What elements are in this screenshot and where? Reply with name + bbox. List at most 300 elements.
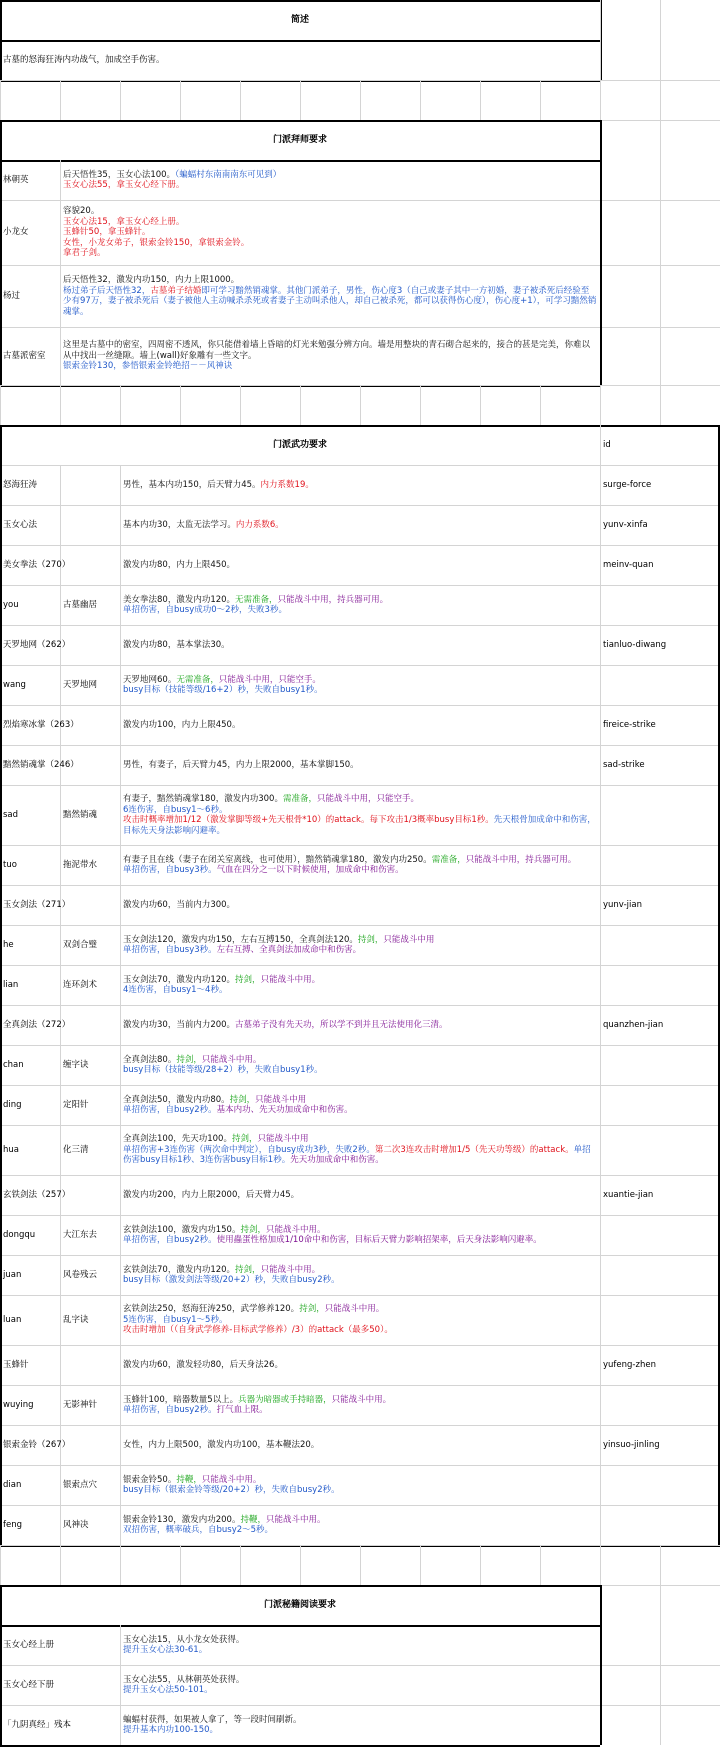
text-line [123,1715,597,1726]
skill-req-15 [120,1085,600,1125]
skill-id-21 [600,1345,720,1385]
perform-id: you [3,599,19,610]
perform-id-19 [0,1255,60,1295]
perform-id: dian [3,1479,22,1490]
skill-req-11 [120,925,600,965]
skill-req-14 [120,1045,600,1085]
skill-req-16 [120,1125,600,1175]
text-run: 左右互搏、全真剑法加成命中和伤害。 [216,945,362,955]
skill-name-23 [0,1425,120,1465]
text-run: 单招伤害busy目标1秒、3连伤害busy目标1秒。 [123,1144,591,1166]
text-run: busy目标（银索金铃等级/20+2）秒，失败自busy2秒。 [123,1485,340,1495]
skill-name-21 [0,1345,120,1385]
skill-id-0 [600,465,720,505]
skill-id-17 [600,1175,720,1215]
grid-line [600,0,601,80]
text-line [123,1134,597,1145]
book-name: 玉女心经下册 [3,1679,55,1690]
book-req-1 [120,1665,600,1705]
text-run: 全真剑法100，先天功100。 [123,1134,232,1145]
grid-line [180,1545,181,1585]
text-run: 古墓弟子结婚 [150,285,202,296]
skill-name: 全真剑法（272） [3,1019,71,1030]
text-line [123,1055,597,1066]
text-run: 只能战斗中用。 [324,1304,385,1315]
skill-id-6 [600,705,720,745]
perform-id-8 [0,785,60,845]
perform-name: 大江东去 [63,1229,98,1240]
text-line [123,595,597,606]
grid-line [600,1505,601,1545]
perform-id: hua [3,1144,19,1155]
perform-name-14 [60,1045,120,1085]
grid-line [600,585,601,625]
grid-line [600,1045,601,1085]
perform-id: wang [3,679,26,690]
book-name-2 [0,1705,120,1745]
text-line [123,675,597,686]
grid-line [600,160,602,200]
perform-name-9 [60,845,120,885]
text-line [63,180,597,191]
skill-req-25 [120,1505,600,1545]
skill-req-12 [120,965,600,1005]
book-req-0 [120,1625,600,1665]
grid-line [660,1545,661,1585]
text-run: 全真剑法50，激发内功80。 [123,1094,230,1105]
text-run: 攻击时增加（（自身武学修养-目标武学修养）/3）的attack（最多50）。 [123,1325,393,1336]
master-header-title: 门派拜师要求 [272,134,327,145]
skill-id: tianluo-diwang [603,639,667,650]
text-run: 玉女心法55，从林朝英处获得。 [123,1674,245,1685]
text-line [123,1095,597,1106]
summary-title: 简述 [290,14,309,25]
grid-line [600,1465,601,1505]
grid-line [600,200,602,265]
grid-line [660,265,661,327]
perform-id-12 [0,965,60,1005]
text-run: busy目标（技能等级/28+2）秒，失败自busy1秒。 [123,1065,323,1075]
text-run: 只能战斗中用，持兵器可用。 [277,594,389,605]
text-line [123,935,597,946]
text-run: 只能战斗中用 [383,934,435,945]
perform-name: 天罗地网 [63,679,98,690]
text-run: 蝙蝠村获得，如果被人拿了，等一段时间刷新。 [123,1714,302,1725]
perform-name-5 [60,665,120,705]
text-run: 玉女心法15，拿玉女心经上册。 [63,216,185,227]
grid-line [600,1085,601,1125]
perform-name-15 [60,1085,120,1125]
skill-req-22 [120,1385,600,1425]
grid-line [300,385,301,425]
skill-id-23 [600,1425,720,1465]
text-line [63,217,597,228]
text-run: 单招伤害，自busy成功0～2秒，失败3秒。 [123,605,287,615]
perform-id: tuo [3,859,17,870]
grid-line [300,1545,301,1585]
text-run: 只能战斗中用 [257,1134,309,1145]
grid-line [240,1545,241,1585]
perform-name-8 [60,785,120,845]
text-run: 6连伤害，自busy1～6秒。 [123,804,228,815]
text-line [123,560,597,571]
perform-name-20 [60,1295,120,1345]
skill-req-7 [120,745,600,785]
text-run: 激发内功100，内力上限450。 [123,719,241,730]
skill-id-4 [600,625,720,665]
grid-line [360,80,361,120]
text-run: 只能战斗中用 [255,1094,307,1105]
master-name-0 [0,160,60,200]
text-run: 单招伤害，自busy2秒。 [123,1405,217,1415]
text-run: 只能战斗中用。 [265,1224,326,1235]
grid-line [660,160,661,200]
master-name: 小龙女 [3,227,29,238]
text-run: 内力系数6。 [235,519,284,530]
grid-line [660,1665,661,1705]
perform-name: 化三清 [63,1144,89,1155]
perform-name: 古墓幽居 [63,599,98,610]
text-run: 只能战斗中用。 [201,1474,262,1485]
text-run: 古墓弟子没有先天功，所以学不到并且无法使用化三清。 [235,1019,448,1030]
text-line [123,1145,597,1166]
text-line [123,900,597,911]
perform-name-16 [60,1125,120,1175]
text-run: 这里是古墓中的密室，四周密不透风，你只能借着墙上昏暗的灯光来勉强分辨方向。墙是用整块的青石砌合起来的，接合的甚是完美，你难以从中找出一丝缝隙。墙上(wall)好象雕有一些文字。 [63,340,591,361]
text-line [123,1645,597,1656]
perform-id: feng [3,1519,23,1530]
text-line [63,227,597,238]
text-run: 美女拳法80，激发内功120。 [123,594,236,605]
master-req-3 [60,327,600,385]
skill-name-1 [0,505,120,545]
book-name: 玉女心经上册 [3,1639,55,1650]
book-req-2 [120,1705,600,1745]
text-run: 后天悟性32，激发内功150，内力上限1000。 [63,275,240,285]
skill-id-2 [600,545,720,585]
grid-line [360,385,361,425]
summary-header [0,0,600,40]
text-line [123,1235,597,1246]
text-run: 杨过弟子后天悟性32， [63,285,151,296]
text-run: 只能战斗中用，只能空手。 [316,794,419,804]
text-line [123,605,597,616]
text-run: 单招伤害，自busy2秒。 [123,1105,217,1115]
grid-line [420,385,421,425]
text-line [63,170,597,181]
text-run: 单招伤害+3连伤害（两次命中判定），自busy成功3秒，失败2秒。 [123,1144,375,1155]
grid-line [600,385,601,425]
skill-req-10 [120,885,600,925]
text-run: 无需准备， [176,674,219,685]
grid-line [120,385,121,425]
id-header: id [603,439,611,450]
text-line [123,985,597,996]
text-line [123,1190,597,1201]
text-run: 激发内功80，内力上限450。 [123,559,236,570]
text-run: 玉女心法15，从小龙女处获得。 [123,1634,245,1645]
grid-line [600,1255,601,1295]
grid-line [660,120,661,160]
skill-req-5 [120,665,600,705]
text-run: 打气血上限。 [216,1405,268,1415]
skill-name: 美女拳法（270） [3,559,71,570]
text-line [63,206,597,217]
text-run: 气血在四分之一以下时候使用，加成命中和伤害。 [216,865,404,875]
perform-id-14 [0,1045,60,1085]
text-line [123,855,597,866]
text-line [123,805,597,816]
grid-line [180,385,181,425]
grid-line [0,80,1,120]
grid-line [660,1585,661,1625]
text-run: 先天根骨加成命中和伤害，目标先天身法影响闪避率。 [123,815,596,836]
perform-name-19 [60,1255,120,1295]
perform-name: 乱字诀 [63,1314,89,1325]
skill-id-13 [600,1005,720,1045]
text-line [123,1105,597,1116]
text-run: 全真剑法80。 [123,1054,177,1065]
text-line [123,1325,597,1336]
skill-id: surge-force [603,479,652,490]
summary-text: 古墓的怒海狂涛内功战气，加成空手伤害。 [3,54,165,65]
text-run: 4连伤害，自busy1～4秒。 [123,985,228,995]
perform-id-24 [0,1465,60,1505]
skill-req-0 [120,465,600,505]
text-run: 只能战斗中用，持兵器可用。 [465,854,577,865]
grid-line [360,1545,361,1585]
text-run: 提升玉女心法50-101。 [123,1685,213,1695]
text-run: 有妻子，黯然销魂掌180，激发内功300。 [123,794,283,804]
skill-name: 玉蜂针 [3,1359,29,1370]
text-run: 玉女剑法120，激发内功150，左右互搏150，全真剑法120。 [123,934,358,945]
skill-req-23 [120,1425,600,1465]
text-run: 持鞭， [240,1514,266,1525]
skill-name: 天罗地网（262） [3,639,71,650]
perform-id-5 [0,665,60,705]
text-run: 基本内功30，太监无法学习。 [123,519,236,530]
grid-line [600,1215,601,1255]
perform-name-18 [60,1215,120,1255]
perform-id-20 [0,1295,60,1345]
text-run: 男性，有妻子，后天臂力45，内力上限2000，基本掌脚150。 [123,759,359,770]
perform-id: dongqu [3,1229,36,1240]
perform-id-22 [0,1385,60,1425]
perform-name-25 [60,1505,120,1545]
skill-name: 玉女剑法（271） [3,899,71,910]
skill-id-10 [600,885,720,925]
master-name-1 [0,200,60,265]
skill-name-0 [0,465,120,505]
martial-id-header [600,425,720,465]
book-name: 「九阴真经」残本 [3,1719,72,1730]
skill-name-10 [0,885,120,925]
master-req-2 [60,265,600,327]
skill-id: sad-strike [603,759,645,770]
text-line [123,1485,597,1496]
skill-name: 银索金铃（267） [3,1439,71,1450]
text-line [123,1675,597,1686]
text-run: 无需准备， [235,594,278,605]
text-run: 只能战斗中用，只能空手。 [218,674,321,685]
text-line [123,1315,597,1326]
text-run: 需准备， [431,854,466,865]
grid-line [600,845,601,885]
skill-name: 黯然销魂掌（246） [3,759,79,770]
perform-name-24 [60,1465,120,1505]
skill-id: quanzhen-jian [603,1019,664,1030]
perform-id-9 [0,845,60,885]
grid-line [600,665,601,705]
text-run: 单招伤害，自busy2秒。 [123,1235,217,1245]
perform-id-11 [0,925,60,965]
text-run: 玉女剑法70，激发内功120。 [123,974,236,985]
grid-line [180,80,181,120]
skill-req-4 [120,625,600,665]
text-run: 持剑， [235,974,261,985]
text-line [123,1275,597,1286]
text-run: 基本内功、先天功加成命中和伤害。 [216,1105,353,1115]
perform-id: he [3,939,14,950]
perform-id: lian [3,979,19,990]
perform-name-22 [60,1385,120,1425]
text-run: 容貌20。 [63,206,100,217]
text-run: 玉蜂针50，拿玉蜂针。 [63,227,151,238]
perform-id: ding [3,1099,22,1110]
perform-id: wuying [3,1399,34,1410]
text-line [123,1440,597,1451]
text-line [123,1725,597,1736]
skill-req-3 [120,585,600,625]
skill-id: fireice-strike [603,719,656,730]
text-run: 提升基本内功100-150。 [123,1725,219,1735]
grid-line [540,1545,541,1585]
text-run: 5连伤害，自busy1～5秒。 [123,1314,228,1325]
text-run: 后天悟性35，玉女心法100。 [63,169,176,180]
perform-id: luan [3,1314,22,1325]
text-run: 激发内功200，内力上限2000，后天臂力45。 [123,1189,300,1200]
text-run: 激发内功60，当前内力300。 [123,899,236,910]
grid-line [120,80,121,120]
text-run: 只能战斗中用。 [260,974,321,985]
skill-id: yufeng-zhen [603,1359,656,1370]
text-line [123,1304,597,1315]
grid-line [600,80,601,120]
text-line [123,1265,597,1276]
text-run: 玉蜂针100，暗器数量5以上。 [123,1394,239,1405]
skill-req-20 [120,1295,600,1345]
perform-id: sad [3,809,19,820]
perform-name: 风神决 [63,1519,89,1530]
text-line [123,640,597,651]
text-run: 有妻子且在线（妻子在闭关室离线，也可使用），黯然销魂掌180，激发内功250。 [123,854,432,865]
skill-name-2 [0,545,120,585]
grid-line [300,80,301,120]
text-run: 只能战斗中用。 [201,1054,262,1065]
grid-line [600,1385,601,1425]
text-run: 第二次3连攻击时增加1/5（先天功等级）的attack。 [374,1144,574,1155]
text-run: busy目标（激发剑法等级/20+2）秒，失败自busy2秒。 [123,1275,340,1285]
grid-line [600,327,602,385]
grid-line [120,1545,121,1585]
text-run: 玄铁剑法100，激发内功150。 [123,1224,241,1235]
text-run: 玄铁剑法250，怒海狂涛250，武学修养120。 [123,1304,300,1315]
perform-name: 无影神针 [63,1399,98,1410]
skill-name-13 [0,1005,120,1045]
grid-line [660,327,661,385]
text-line [123,480,597,491]
text-line [123,815,597,836]
skill-name-4 [0,625,120,665]
grid-line [60,385,61,425]
books-header-title: 门派秘籍阅读要求 [263,1599,336,1610]
grid-line [480,1545,481,1585]
skill-name: 怒海狂涛 [3,479,38,490]
text-line [123,1515,597,1526]
text-run: 玉女心法55，拿玉女心经下册。 [63,180,185,190]
perform-name: 定阳针 [63,1099,89,1110]
grid-line [0,1545,1,1585]
skill-req-1 [120,505,600,545]
master-req-1 [60,200,600,265]
text-run: 兵器为暗器或手持暗器， [238,1394,332,1405]
text-run: 只能战斗中用。 [260,1264,321,1275]
master-name-3 [0,327,60,385]
skill-name-7 [0,745,120,785]
text-line [123,794,597,805]
text-line [63,275,597,286]
text-run: 持剑， [229,1094,256,1105]
grid-line [540,385,541,425]
skill-req-8 [120,785,600,845]
text-line [63,286,597,318]
text-run: 激发内功60，激发轻功80，后天身法26。 [123,1359,283,1370]
martial-title: 门派武功要求 [272,439,327,450]
text-run: 需准备， [282,794,317,804]
grid-line [660,0,661,80]
master-header [0,120,600,160]
grid-line [480,80,481,120]
perform-name-3 [60,585,120,625]
text-run: 即可学习黯然销魂掌。其他门派弟子，男性，伤心度3（自己或妻子其中一方初婚，妻子被杀死后经验至少有97万，妻子被杀死后（妻子被他人主动喊杀杀死或者妻子主动叫杀他人，却自己被杀死，都可以获得伤心度），伤心度+1），可学习黯然销魂掌。 [63,285,597,317]
text-run: 拿君子剑。 [63,248,106,259]
text-run: 银索金铃130，参悟银索金铃绝招－－风神诀 [63,361,233,372]
text-run: 攻击时概率增加1/12（激发掌脚等级+先天根骨*10）的attack。每下攻击1/3概率busy目标1秒。 [123,815,494,825]
master-req-0 [60,160,600,200]
grid-line [600,785,601,845]
grid-line [600,1585,602,1625]
perform-name: 风卷残云 [63,1269,98,1280]
perform-id-15 [0,1085,60,1125]
text-run: 单招伤害，自busy3秒。 [123,945,217,955]
perform-name: 银索点穴 [63,1479,98,1490]
perform-id: juan [3,1269,22,1280]
text-line [123,1475,597,1486]
grid-line [480,385,481,425]
skill-id-1 [600,505,720,545]
grid-line [600,1625,602,1665]
text-line [123,1685,597,1696]
master-name: 古墓派密室 [3,350,46,361]
skill-req-19 [120,1255,600,1295]
book-name-0 [0,1625,120,1665]
text-run: 持剑， [176,1054,202,1065]
text-run: 男性，基本内功150，后天臂力45。 [123,479,261,490]
master-name: 杨过 [3,290,21,301]
perform-name-12 [60,965,120,1005]
skill-name: 烈焰寒冰掌（263） [3,719,79,730]
skill-req-21 [120,1345,600,1385]
